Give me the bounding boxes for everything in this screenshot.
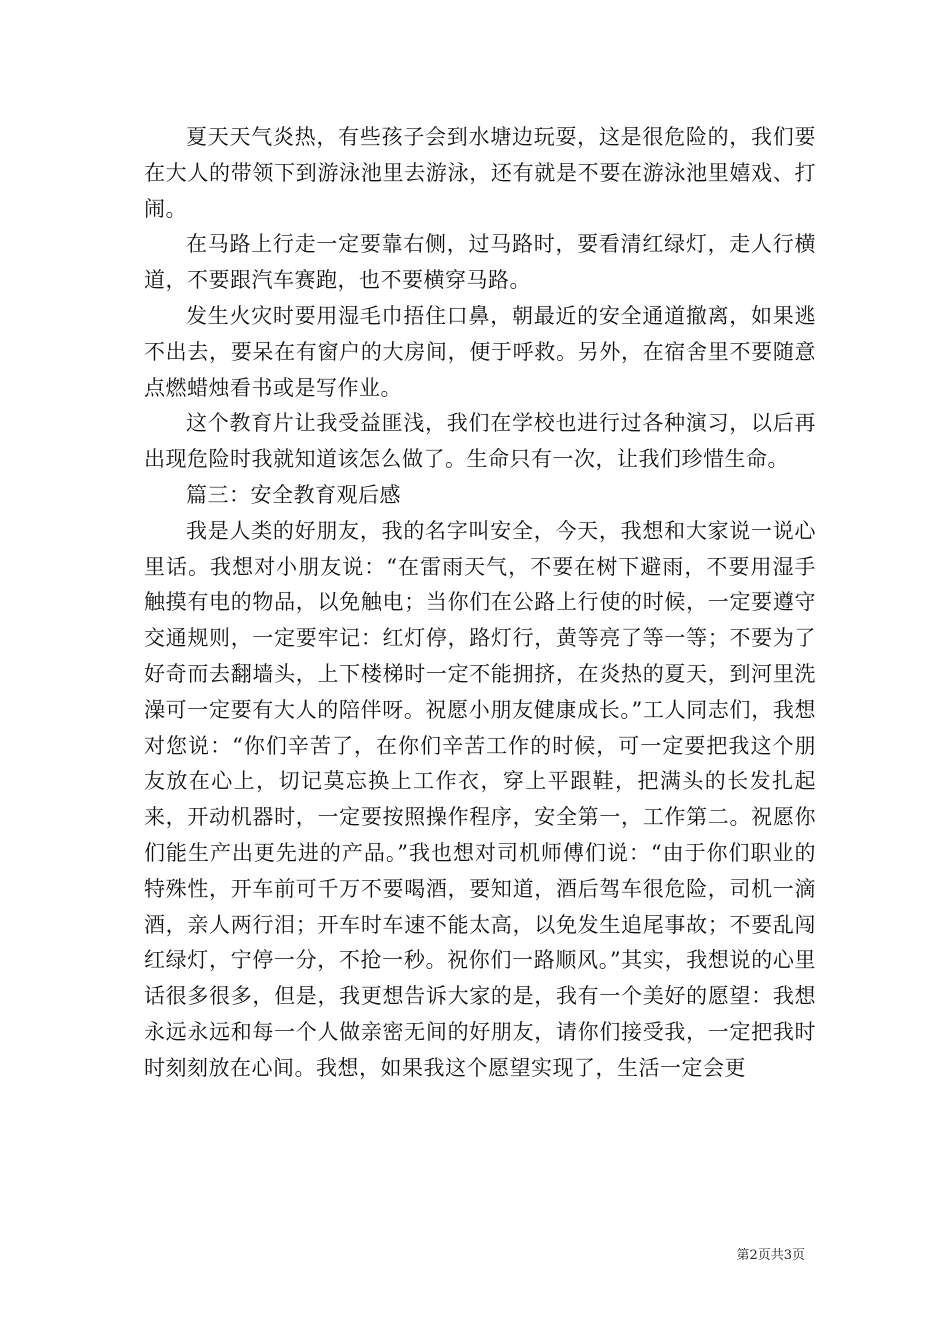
paragraph-conclusion: 这个教育片让我受益匪浅，我们在学校也进行过各种演习，以后再出现危险时我就知道该怎么做了。生命只有一次，让我们珍惜生命。 <box>144 411 816 472</box>
document-body <box>144 120 816 1087</box>
paragraph-fire-safety: 发生火灾时要用湿毛巾捂住口鼻，朝最近的安全通道撤离，如果逃不出去，要呆在有窗户的大房间，便于呼救。另外，在宿舍里不要随意点燃蜡烛看书或是写作业。 <box>144 303 816 400</box>
section-heading: 篇三：安全教育观后感 <box>186 482 401 507</box>
paragraph-road-safety: 在马路上行走一定要靠右侧，过马路时，要看清红绿灯，走人行横道，不要跟汽车赛跑，也不要横穿马路。 <box>144 232 816 293</box>
paragraph-summer-swimming: 夏天天气炎热，有些孩子会到水塘边玩耍，这是很危险的，我们要在大人的带领下到游泳池里去游泳，还有就是不要在游泳池里嬉戏、打闹。 <box>144 125 816 221</box>
paragraph-safety-speech: 我是人类的好朋友，我的名字叫安全，今天，我想和大家说一说心里话。我想对小朋友说：“在雷雨天气，不要在树下避雨，不要用湿手触摸有电的物品，以免触电；当你们在公路上行使的时候，一定要遵守交通规则，一定要牢记：红灯停，路灯行，黄等亮了等一等；不要为了好奇而去翻墙头，上下楼梯时一定不能拥挤，在炎热的夏天，到河里洗澡可一定要有大人的陪伴呀。祝愿小朋友健康成长。”工人同志们，我想对您说：“你们辛苦了，在你们辛苦工作的时候，可一定要把我这个朋友放在心上，切记莫忘换上工作衣，穿上平跟鞋，把满头的长发扎起来，开动机器时，一定要按照操作程序，安全第一，工作第二。祝愿你们能生产出更先进的产品。”我也想对司机师傅们说：“由于你们职业的特殊性，开车前可千万不要喝酒，要知道，酒后驾车很危险，司机一滴酒，亲人两行泪；开车时车速不能太高，以免发生追尾事故；不要乱闯红绿灯，宁停一分，不抢一秒。祝你们一路顺风。”其实，我想说的心里话很多很多，但是，我更想告诉大家的是，我有一个美好的愿望：我想永远永远和每一个人做亲密无间的好朋友，请你们接受我，一定把我时时刻刻放在心间。我想，如果我这个愿望实现了，生活一定会更 <box>144 518 816 1080</box>
page-number: 第2页共3页 <box>736 1248 805 1263</box>
